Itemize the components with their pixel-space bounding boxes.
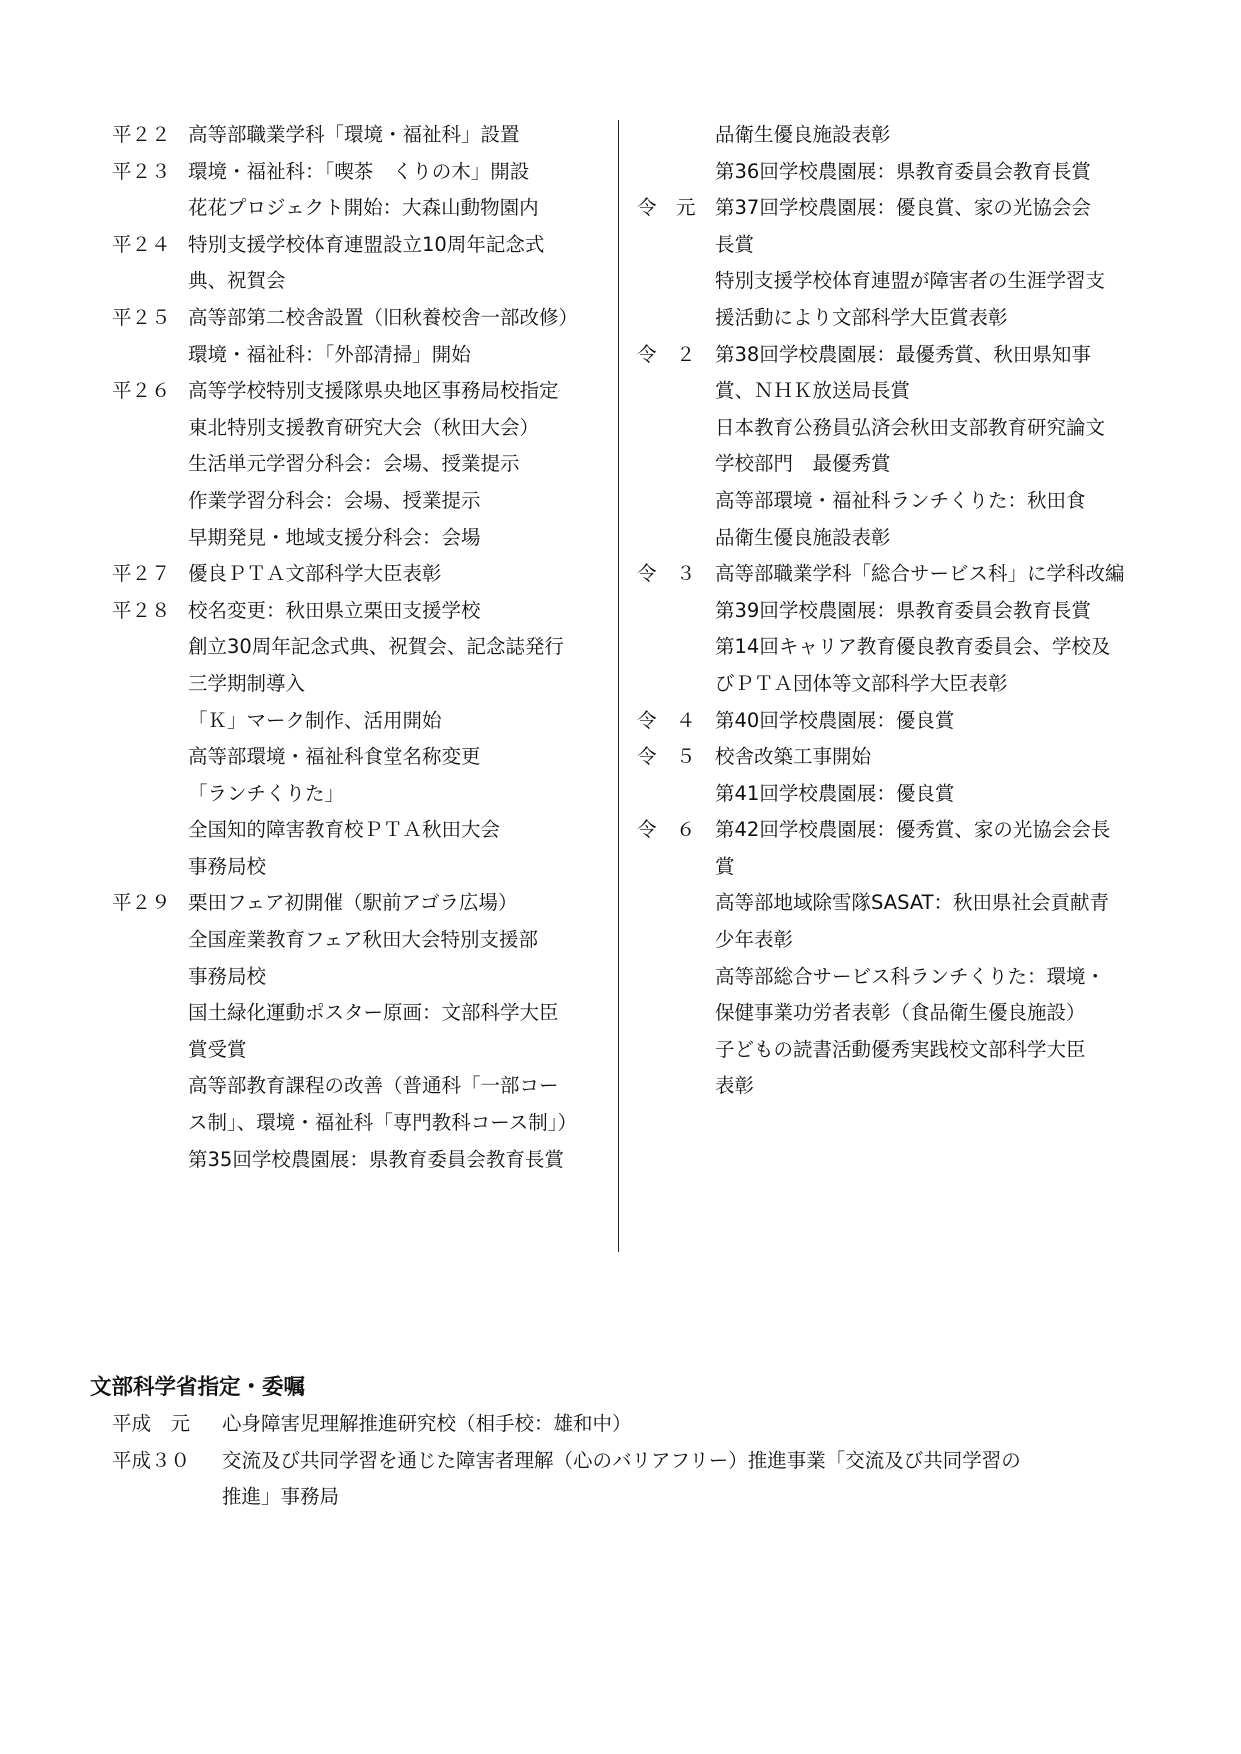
entry-line: 賞 xyxy=(715,854,735,878)
entry-line: 心身障害児理解推進研究校（相手校：雄和中） xyxy=(222,1412,632,1435)
entry-text xyxy=(715,190,1157,336)
entry-line: 校舎改築工事開始 xyxy=(715,745,872,769)
entry-line: 「Ｋ」マーク制作、活用開始 xyxy=(188,708,442,732)
entry-year: 令 ５ xyxy=(637,745,696,769)
history-entry xyxy=(112,300,617,373)
entry-year: 令 ６ xyxy=(637,818,696,842)
entry-line: 生活単元学習分科会：会場、授業提示 xyxy=(188,452,520,476)
entry-line: 賞、ＮＨＫ放送局長賞 xyxy=(715,379,911,403)
entry-text xyxy=(188,373,617,556)
entry-year: 平２７ xyxy=(112,562,171,586)
entry-line: 環境・福祉科：「喫茶 くりの木」開設 xyxy=(188,159,530,183)
history-entry xyxy=(112,556,617,593)
entry-line: 高等部環境・福祉科ランチくりた：秋田食 xyxy=(715,488,1086,512)
column-divider xyxy=(618,120,619,1252)
entry-year: 平２２ xyxy=(112,123,171,146)
entry-line: 特別支援学校体育連盟が障害者の生涯学習支 xyxy=(715,269,1106,293)
history-entry xyxy=(637,739,1157,812)
entry-line: 長賞 xyxy=(715,232,755,256)
entry-line: 第42回学校農園展：優秀賞、家の光協会会長 xyxy=(715,818,1111,842)
entry-line: 事務局校 xyxy=(188,964,267,988)
history-entry xyxy=(637,703,1157,740)
entry-text xyxy=(188,593,617,886)
entry-line: 校名変更：秋田県立栗田支援学校 xyxy=(188,598,481,622)
entry-text xyxy=(715,739,1157,812)
entry-line: 第40回学校農園展：優良賞 xyxy=(715,708,955,732)
entry-line: 第39回学校農園展：県教育委員会教育長賞 xyxy=(715,598,1091,622)
entry-line: 「ランチくりた」 xyxy=(188,781,345,805)
entry-year: 令 元 xyxy=(637,196,696,220)
entry-line: 学校部門 最優秀賞 xyxy=(715,452,891,476)
entry-line: 高等部総合サービス科ランチくりた：環境・ xyxy=(715,964,1106,988)
entry-year: 平成 元 xyxy=(112,1412,191,1435)
entry-text xyxy=(222,1443,1202,1516)
entry-line: 高等部職業学科「環境・福祉科」設置 xyxy=(188,123,520,146)
entry-text xyxy=(715,556,1157,702)
entry-line: 高等学校特別支援隊県央地区事務局校指定 xyxy=(188,379,559,403)
entry-line: 三学期制導入 xyxy=(188,671,306,695)
history-entry xyxy=(637,117,1157,190)
history-entry xyxy=(112,117,617,154)
entry-line: 事務局校 xyxy=(188,854,267,878)
entry-line: 第38回学校農園展：最優秀賞、秋田県知事 xyxy=(715,342,1091,366)
entry-line: 表彰 xyxy=(715,1074,755,1098)
entry-line: 高等部第二校舎設置（旧秋養校舎一部改修） xyxy=(188,305,579,329)
history-entry xyxy=(112,885,617,1178)
entry-line: びＰＴＡ団体等文部科学大臣表彰 xyxy=(715,671,1008,695)
history-entry xyxy=(637,190,1157,336)
entry-line: 賞受賞 xyxy=(188,1037,247,1061)
entry-line: 子どもの読書活動優秀実践校文部科学大臣 xyxy=(715,1037,1086,1061)
entry-line: 作業学習分科会：会場、授業提示 xyxy=(188,488,481,512)
entry-year: 平２８ xyxy=(112,598,171,622)
entry-year: 平２５ xyxy=(112,305,171,329)
entry-text xyxy=(715,337,1157,557)
history-entry xyxy=(112,154,617,227)
entry-line: 品衛生優良施設表彰 xyxy=(715,123,891,146)
entry-line: 優良ＰＴＡ文部科学大臣表彰 xyxy=(188,562,442,586)
entry-text xyxy=(188,300,617,373)
entry-line: 早期発見・地域支援分科会：会場 xyxy=(188,525,481,549)
entry-line: 花花プロジェクト開始：大森山動物園内 xyxy=(188,196,539,220)
entry-text xyxy=(188,117,617,154)
entry-text xyxy=(715,117,1157,190)
entry-line: 特別支援学校体育連盟設立10周年記念式 xyxy=(188,232,545,256)
history-entry xyxy=(112,227,617,300)
entry-year: 令 ４ xyxy=(637,708,696,732)
entry-line: 東北特別支援教育研究大会（秋田大会） xyxy=(188,415,540,439)
entry-year: 平２９ xyxy=(112,891,171,915)
entry-line: 国土緑化運動ポスター原画：文部科学大臣 xyxy=(188,1001,559,1025)
entry-line: 品衛生優良施設表彰 xyxy=(715,525,891,549)
entry-line: 交流及び共同学習を通じた障害者理解（心のバリアフリー）推進事業「交流及び共同学習の xyxy=(222,1448,1021,1472)
entry-text xyxy=(188,154,617,227)
entry-line: 第36回学校農園展：県教育委員会教育長賞 xyxy=(715,159,1091,183)
entry-line: 第37回学校農園展：優良賞、家の光協会会 xyxy=(715,196,1091,220)
entry-year: 平２４ xyxy=(112,232,171,256)
entry-line: 保健事業功労者表彰（食品衛生優良施設） xyxy=(715,1001,1086,1025)
mext-entry xyxy=(112,1406,1202,1443)
entry-line: 第41回学校農園展：優良賞 xyxy=(715,781,955,805)
history-right-column xyxy=(637,117,1157,1105)
entry-year: 令 ２ xyxy=(637,342,696,366)
history-entry xyxy=(637,812,1157,1105)
entry-text xyxy=(222,1406,1202,1443)
entry-line: 創立30周年記念式典、祝賀会、記念誌発行 xyxy=(188,635,564,659)
entry-line: 少年表彰 xyxy=(715,928,794,952)
entry-text xyxy=(715,703,1157,740)
entry-line: 推進」事務局 xyxy=(222,1485,340,1509)
entry-line: 全国産業教育フェア秋田大会特別支援部 xyxy=(188,928,539,952)
entry-year: 平成３０ xyxy=(112,1448,191,1472)
entry-text xyxy=(188,556,617,593)
history-entry xyxy=(637,556,1157,702)
entry-line: 高等部地域除雪隊SASAT：秋田県社会貢献青 xyxy=(715,891,1110,915)
entry-line: 典、祝賀会 xyxy=(188,269,286,293)
entry-line: 第35回学校農園展：県教育委員会教育長賞 xyxy=(188,1147,564,1171)
entry-line: 全国知的障害教育校ＰＴＡ秋田大会 xyxy=(188,818,501,842)
mext-entry xyxy=(112,1443,1202,1516)
history-entry xyxy=(637,337,1157,557)
entry-year: 令 ３ xyxy=(637,562,696,586)
entry-text xyxy=(715,812,1157,1105)
mext-designation-list xyxy=(112,1406,1202,1516)
entry-line: ス制」、環境・福祉科「専門教科コース制」） xyxy=(188,1111,578,1135)
entry-text xyxy=(188,885,617,1178)
entry-line: 援活動により文部科学大臣賞表彰 xyxy=(715,305,1008,329)
entry-line: 高等部職業学科「総合サービス科」に学科改編 xyxy=(715,562,1125,586)
history-entry xyxy=(112,373,617,556)
entry-line: 高等部環境・福祉科食堂名称変更 xyxy=(188,745,481,769)
entry-line: 第14回キャリア教育優良教育委員会、学校及 xyxy=(715,635,1111,659)
entry-line: 栗田フェア初開催（駅前アゴラ広場） xyxy=(188,891,518,915)
entry-line: 日本教育公務員弘済会秋田支部教育研究論文 xyxy=(715,415,1106,439)
history-left-column xyxy=(112,117,617,1178)
entry-year: 平２６ xyxy=(112,379,171,403)
entry-line: 高等部教育課程の改善（普通科「一部コー xyxy=(188,1074,559,1098)
entry-year: 平２３ xyxy=(112,159,171,183)
entry-text xyxy=(188,227,617,300)
history-entry xyxy=(112,593,617,886)
entry-line: 環境・福祉科：「外部清掃」開始 xyxy=(188,342,471,366)
mext-section-title: 文部科学省指定・委嘱 xyxy=(90,1375,306,1400)
